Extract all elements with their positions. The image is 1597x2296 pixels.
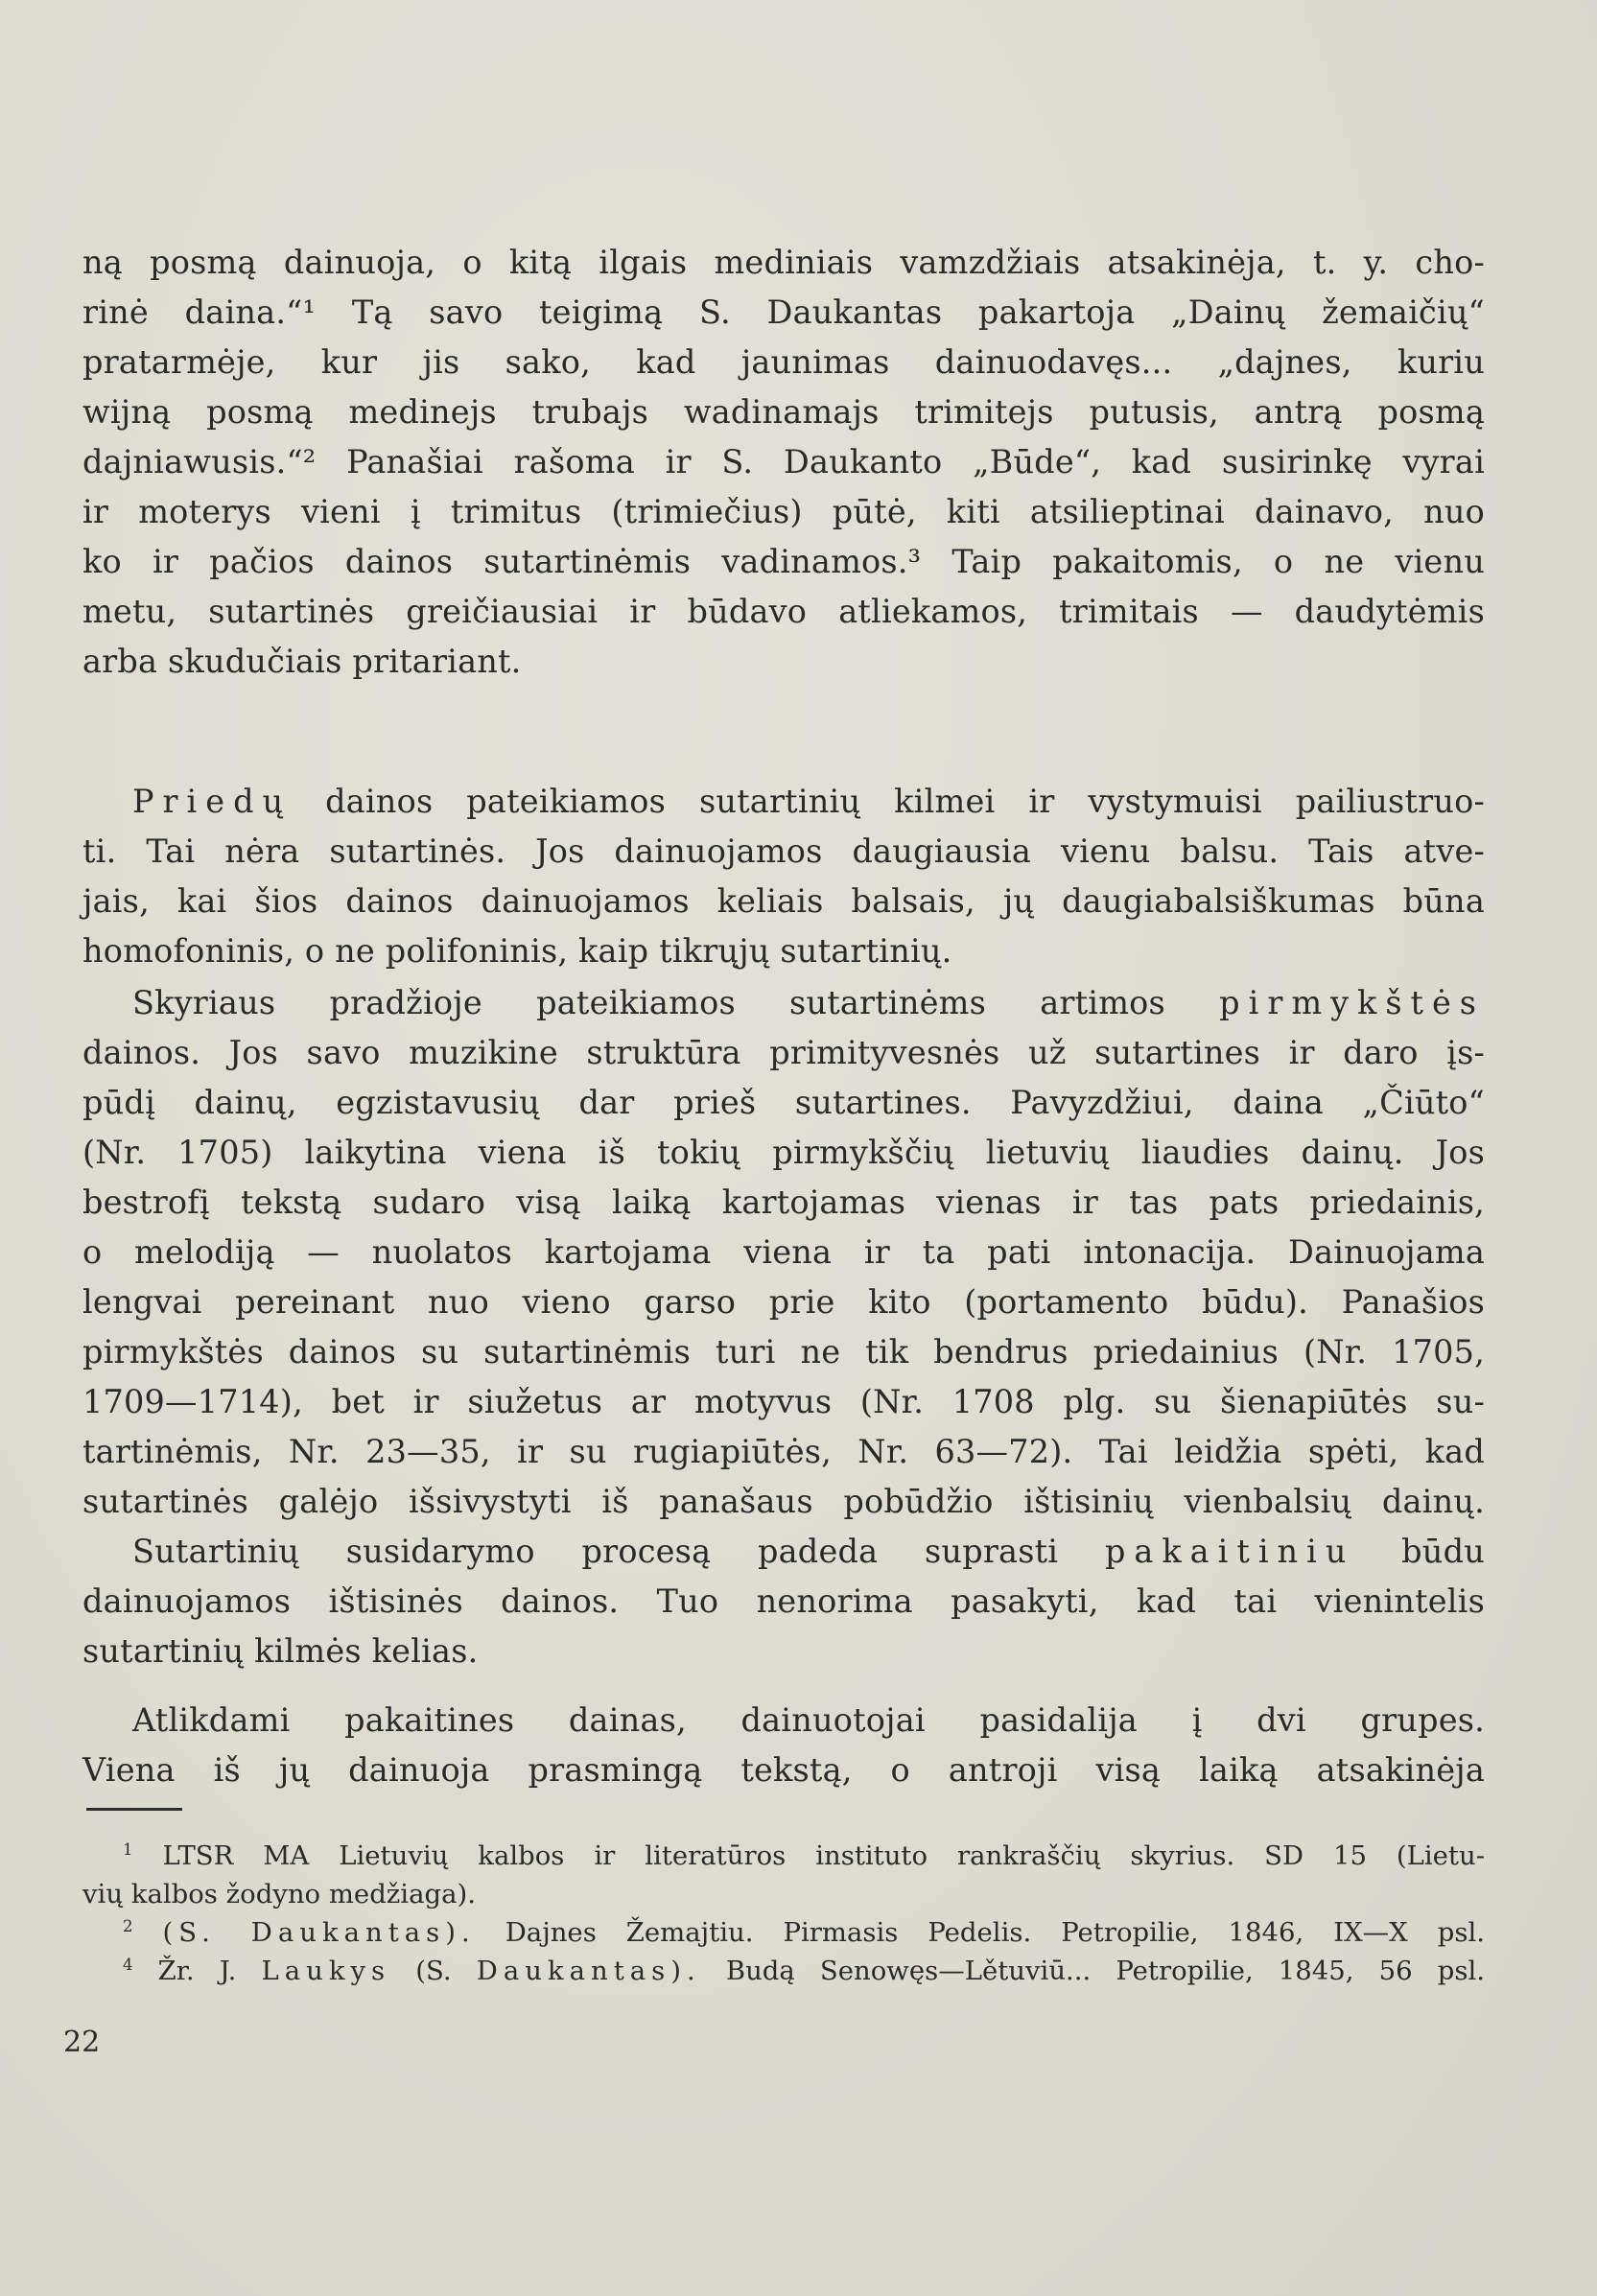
line-text: dainos pateikiamos sutartinių kilmei ir vystymuisi pailiustruo- xyxy=(325,783,1485,820)
text-line: bestrofį tekstą sudaro visą laiką kartojamas vienas ir tas pats priedainis, xyxy=(82,1183,1485,1221)
footnote-2 xyxy=(82,1913,1485,1952)
footnote-text: Dajnes Žemajtiu. Pirmasis Pedelis. Petropilie, 1846, IX—X psl. xyxy=(505,1917,1485,1948)
text-line: ną posmą dainuoja, o kitą ilgais mediniais vamzdžiais atsakinėja, t. y. cho- xyxy=(82,244,1485,281)
text-line: ti. Tai nėra sutartinės. Jos dainuojamos daugiausia vienu balsu. Tais atve- xyxy=(82,832,1485,870)
text-line: dajniawusis.“² Panašiai rašoma ir S. Daukanto „Būde“, kad susirinkę vyrai xyxy=(82,443,1485,480)
text-line: lengvai pereinant nuo vieno garso prie kito (portamento būdu). Panašios xyxy=(82,1283,1485,1321)
footnote-author: Laukys xyxy=(261,1956,391,1986)
text-line: pirmykštės dainos su sutartinėmis turi ne tik bendrus priedainius (Nr. 1705, xyxy=(82,1333,1485,1371)
text-line: rinė daina.“¹ Tą savo teigimą S. Daukantas pakartoja „Dainų žemaičių“ xyxy=(82,293,1485,331)
footnote-1 xyxy=(82,1837,1485,1875)
footnote-marker: 4 xyxy=(123,1955,133,1974)
text-line: dainuojamos ištisinės dainos. Tuo nenorima pasakyti, kad tai vienintelis xyxy=(82,1582,1485,1620)
text-line: pratarmėje, kur jis sako, kad jaunimas dainuodavęs... „dajnes, kuriu xyxy=(82,343,1485,381)
text-line: homofoninis, o ne polifoninis, kaip tikrųjų sutartinių. xyxy=(82,932,952,970)
footnote-text: Budą Senowęs—Lětuviū... Petropilie, 1845, 56 psl. xyxy=(725,1956,1485,1986)
footnote-marker: 1 xyxy=(123,1839,133,1859)
text-line: sutartinių kilmės kelias. xyxy=(82,1632,479,1670)
footnote-prefix: Žr. J. xyxy=(157,1956,237,1986)
footnote-author: Daukantas). xyxy=(476,1956,701,1986)
text-line: pūdį dainų, egzistavusių dar prieš sutartines. Pavyzdžiui, daina „Čiūto“ xyxy=(82,1084,1485,1121)
footnote-text: LTSR MA Lietuvių kalbos ir literatūros instituto rankraščių skyrius. SD 15 (Lietu- xyxy=(162,1840,1485,1871)
footnote-separator xyxy=(86,1808,182,1811)
line-text: būdu xyxy=(1401,1533,1485,1570)
spaced-term: pakaitiniu xyxy=(1104,1533,1355,1570)
text-line: ir moterys vieni į trimitus (trimiečius) pūtė, kiti atsilieptinai dainavo, nuo xyxy=(82,493,1485,530)
line-text: Skyriaus pradžioje pateikiamos sutartinėms artimos xyxy=(132,984,1165,1021)
line-text: Sutartinių susidarymo procesą padeda suprasti xyxy=(132,1533,1059,1570)
text-line: 1709—1714), bet ir siužetus ar motyvus (Nr. 1708 plg. su šienapiūtės su- xyxy=(82,1383,1485,1420)
text-line: dainos. Jos savo muzikine struktūra primityvesnės už sutartines ir daro įs- xyxy=(82,1034,1485,1071)
footnote-1-continuation: vių kalbos žodyno medžiaga). xyxy=(82,1879,476,1909)
page-number: 22 xyxy=(63,2026,101,2059)
text-line xyxy=(82,978,1485,1028)
text-line: Atlikdami pakaitines dainas, dainuotojai pasidalija į dvi grupes. xyxy=(132,1701,1485,1739)
footnote-4 xyxy=(82,1952,1485,1990)
text-line: (Nr. 1705) laikytina viena iš tokių pirmykščių lietuvių liaudies dainų. Jos xyxy=(82,1134,1485,1171)
footnote-marker: 2 xyxy=(123,1916,133,1935)
text-line: ko ir pačios dainos sutartinėmis vadinamos.³ Taip pakaitomis, o ne vienu xyxy=(82,543,1485,580)
text-line xyxy=(82,777,1485,827)
text-line: jais, kai šios dainos dainuojamos keliais balsais, jų daugiabalsiškumas būna xyxy=(82,882,1485,920)
text-line: metu, sutartinės greičiausiai ir būdavo atliekamos, trimitais — daudytėmis xyxy=(82,593,1485,630)
footnote-paren: (S. xyxy=(415,1956,452,1986)
text-line: tartinėmis, Nr. 23—35, ir su rugiapiūtės, Nr. 63—72). Tai leidžia spėti, kad xyxy=(82,1433,1485,1470)
spaced-term: Priedų xyxy=(132,783,293,820)
text-line: o melodiją — nuolatos kartojama viena ir ta pati intonacija. Dainuojama xyxy=(82,1233,1485,1271)
spaced-term: pirmykštės xyxy=(1219,984,1485,1021)
footnote-author: (S. Daukantas). xyxy=(162,1917,476,1948)
text-line: Viena iš jų dainuoja prasmingą tekstą, o antroji visą laiką atsakinėja xyxy=(82,1751,1485,1789)
text-line: arba skudučiais pritariant. xyxy=(82,643,522,680)
text-line xyxy=(82,1527,1485,1577)
text-line: sutartinės galėjo išsivystyti iš panašaus pobūdžio ištisinių vienbalsių dainų. xyxy=(82,1483,1485,1520)
text-line: wijną posmą medinejs trubajs wadinamajs trimitejs putusis, antrą posmą xyxy=(82,393,1485,431)
